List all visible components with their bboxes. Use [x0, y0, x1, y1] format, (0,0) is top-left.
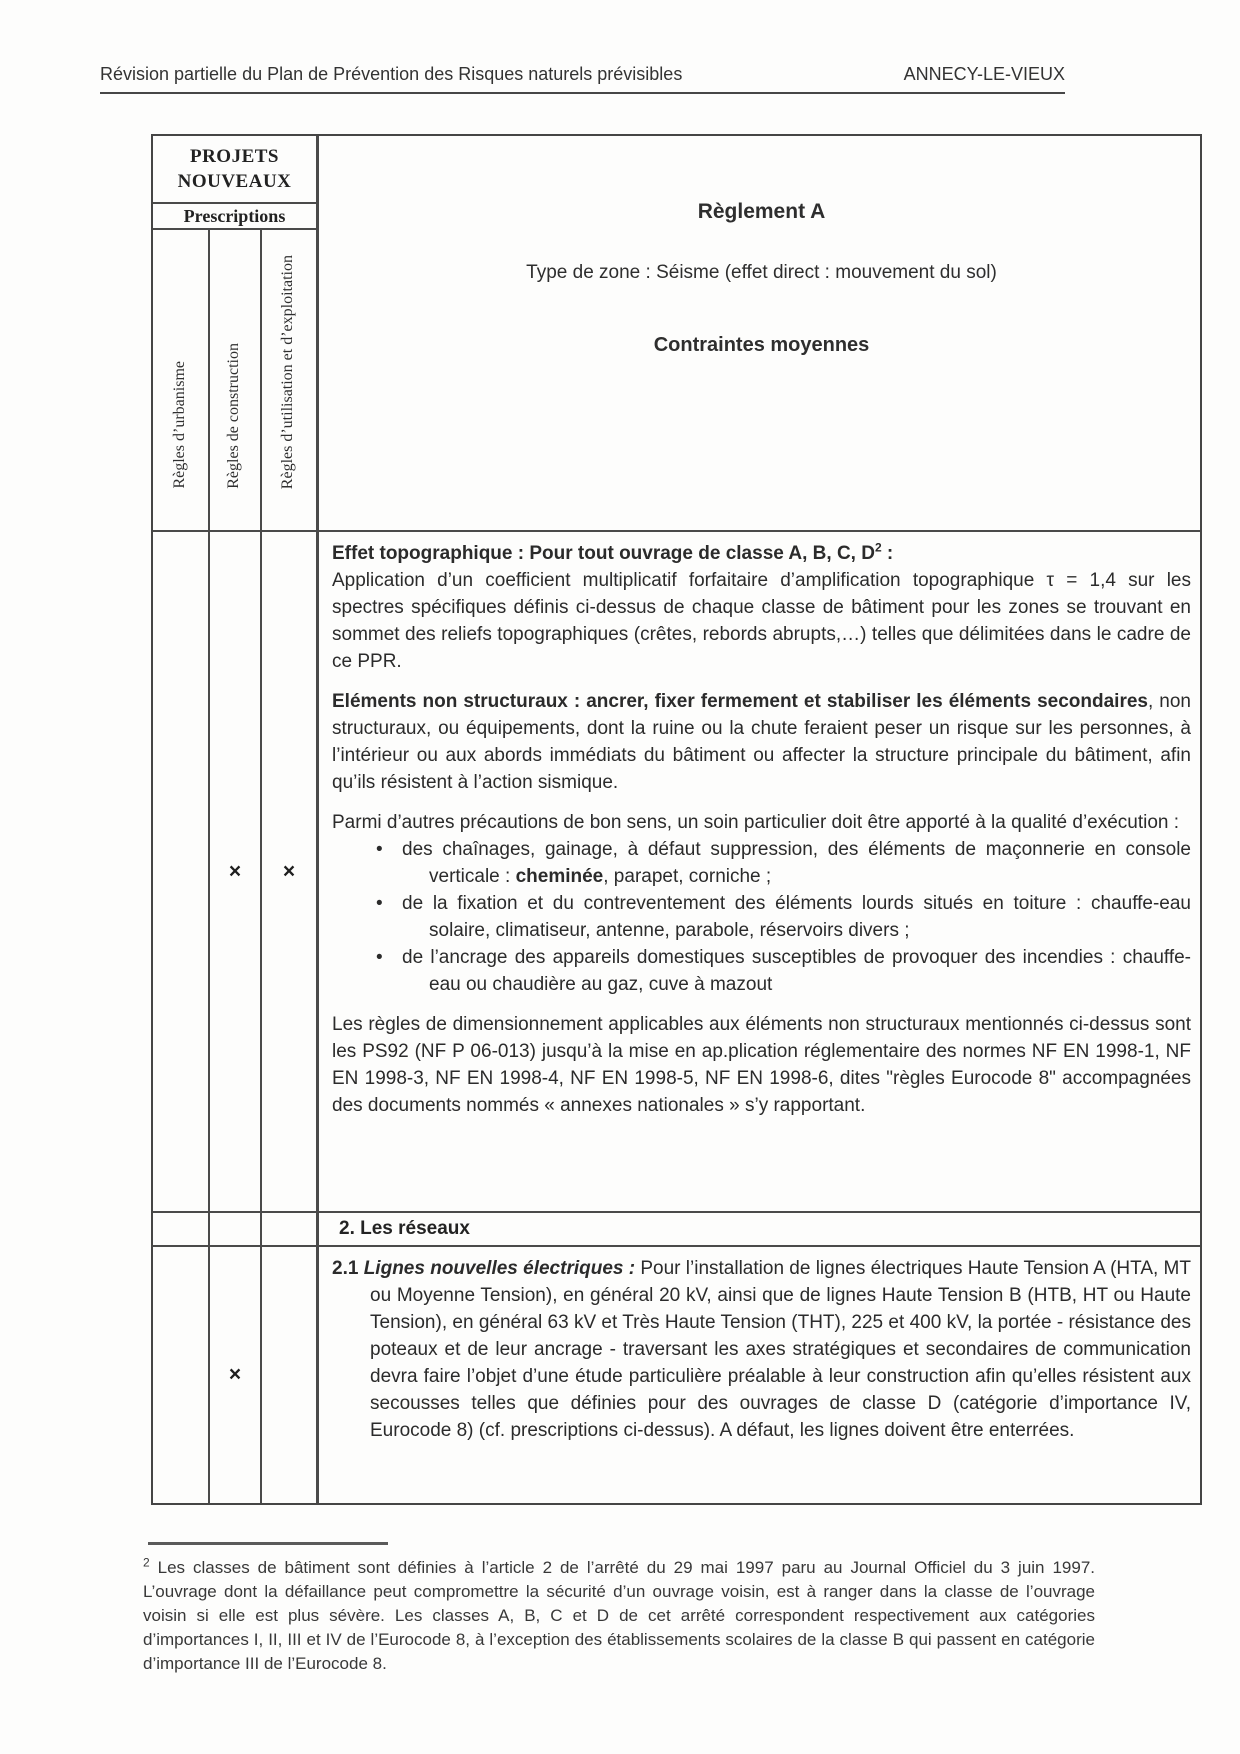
projets-line1: PROJETS — [189, 146, 280, 167]
text-segment: Application d’un coefficient multiplicatif forfaitaire d’amplification topographique τ = 1,4 sur les spectres spécifiques définis ci-dessus de chaque classe de bâtiment pour les zones se trouvant en sommet des reliefs topographiques (crêtes, rebords abrupts,…) telles que délimitées dans le cadre de ce PPR. — [332, 570, 1191, 672]
bullet-fixation — [332, 890, 1191, 944]
x-mark-row1-construction: × — [228, 859, 242, 883]
precautions-intro — [332, 809, 1191, 836]
bullet-chainages — [332, 836, 1191, 890]
text-segment: des chaînages, gainage, à défaut suppression, des éléments de maçonnerie en console verticale : — [402, 839, 1191, 887]
text-segment: Les classes de bâtiment sont définies à l’article 2 de l’arrêté du 29 mai 1997 paru au Journal Officiel du 3 juin 1997. L’ouvrage dont la défaillance peut compromettre la sécurité d’un ouvrage voisin, est à ranger dans la classe de l’ouvrage voisin si elle est plus sévère. Les classes A, B, C et D de cet arrêté correspondent respectivement aux catégories d’importances I, II, III et IV de l’Eurocode 8, à l’exception des établissements scolaires de la classe B qui passent en catégorie d’importance III de l’Eurocode 8. — [143, 1558, 1095, 1673]
regles-dimensionnement — [332, 1011, 1191, 1119]
elements-non-structuraux — [332, 688, 1191, 796]
effet-topographique-heading — [332, 540, 1191, 567]
text-segment: , parapet, corniche ; — [603, 866, 772, 887]
regulation-table — [151, 134, 1202, 1505]
footnote-text — [143, 1556, 1095, 1676]
text-segment: Effet topographique : Pour tout ouvrage de classe A, B, C, D — [332, 543, 875, 564]
text-segment: Parmi d’autres précautions de bon sens, un soin particulier doit être apporté à la qualité d’exécution : — [332, 812, 1180, 833]
text-segment: Eléments non structuraux : ancrer, fixer fermement et stabiliser les éléments secondaires — [332, 691, 1148, 712]
text-segment: Les règles de dimensionnement applicables aux éléments non structuraux mentionnés ci-dessus sont les PS92 (NF P 06-013) jusqu’à la mise en ap.plication réglementaire des normes NF EN 1998-1, NF EN 1998-3, NF EN 1998-4, NF EN 1998-5, NF EN 1998-6, dites "règles Eurocode 8" accompagnées des documents nommés « annexes nationales » s’y rapportant. — [332, 1014, 1191, 1116]
zone-type-label: Type de zone : Séisme (effet direct : mouvement du sol) — [526, 262, 997, 283]
regulation-title: Règlement A — [697, 200, 826, 223]
text-segment: , non structuraux, ou équipements, dont la ruine ou la chute feraient peser un risque sur les personnes, à l’intérieur ou aux abords immédiats du bâtiment ou affecter la structure principale du bâtiment, afin qu’ils résistent à l’action sismique. — [332, 691, 1192, 793]
projets-line2: NOUVEAUX — [177, 171, 292, 192]
text-segment: 2.1 — [332, 1258, 364, 1279]
prescription-cell-lignes-electriques — [319, 1247, 1204, 1503]
text-segment: : — [881, 543, 894, 564]
footnote-rule — [148, 1542, 388, 1545]
constraint-level-label: Contraintes moyennes — [653, 334, 870, 356]
column-header-regles-utilisation: Règles d’utilisation et d’exploitation — [279, 254, 296, 489]
prescriptions-header: Prescriptions — [183, 205, 286, 226]
lignes-nouvelles-electriques — [332, 1255, 1191, 1444]
table-gridline-under-prescriptions — [153, 228, 319, 230]
page-header-title: Révision partielle du Plan de Prévention des Risques naturels prévisibles — [100, 64, 683, 84]
column-header-regles-construction: Règles de construction — [225, 343, 242, 489]
text-segment: 2 — [874, 540, 882, 555]
text-segment: cheminée — [515, 866, 604, 887]
projets-nouveaux-header — [153, 136, 316, 202]
effet-topographique-body — [332, 567, 1191, 675]
prescription-cell-seisme — [319, 532, 1204, 1211]
text-segment: Lignes nouvelles électriques : — [363, 1258, 641, 1279]
page-header — [100, 64, 1065, 94]
x-mark-row21-construction: × — [228, 1363, 242, 1386]
text-segment: de l’ancrage des appareils domestiques susceptibles de provoquer des incendies : chauffe-eau ou chaudière au gaz, cuve à mazout — [402, 947, 1191, 995]
section2-title: 2. Les réseaux — [339, 1218, 470, 1239]
page-header-commune: ANNECY-LE-VIEUX — [903, 64, 1065, 84]
bullet-ancrage — [332, 944, 1191, 998]
column-header-regles-urbanisme: Règles d’urbanisme — [171, 361, 188, 489]
text-segment: Pour l’installation de lignes électriques Haute Tension A (HTA, MT ou Moyenne Tension), en général 20 kV, ainsi que de lignes Haute Tension B (HTB, HT ou Haute Tension), en général 63 kV et Très Haute Tension (THT), 225 et 400 kV, la portée - résistance des poteaux et de leur ancrage - traversant les axes stratégiques et secondaires de communication devra faire l’objet d’une étude particulière préalable à leur construction afin qu’elles résistent aux secousses telles que définies pour des ouvrages de classe D (catégorie d’importance IV, Eurocode 8) (cf. prescriptions ci-dessus). A défaut, les lignes doivent être enterrées. — [370, 1258, 1191, 1441]
x-mark-row1-utilisation: × — [282, 859, 296, 883]
text-segment: de la fixation et du contreventement des éléments lourds situés en toiture : chauffe-eau solaire, climatiseur, antenne, parabole, réservoirs divers ; — [402, 893, 1191, 941]
text-segment: 2 — [143, 1555, 150, 1570]
